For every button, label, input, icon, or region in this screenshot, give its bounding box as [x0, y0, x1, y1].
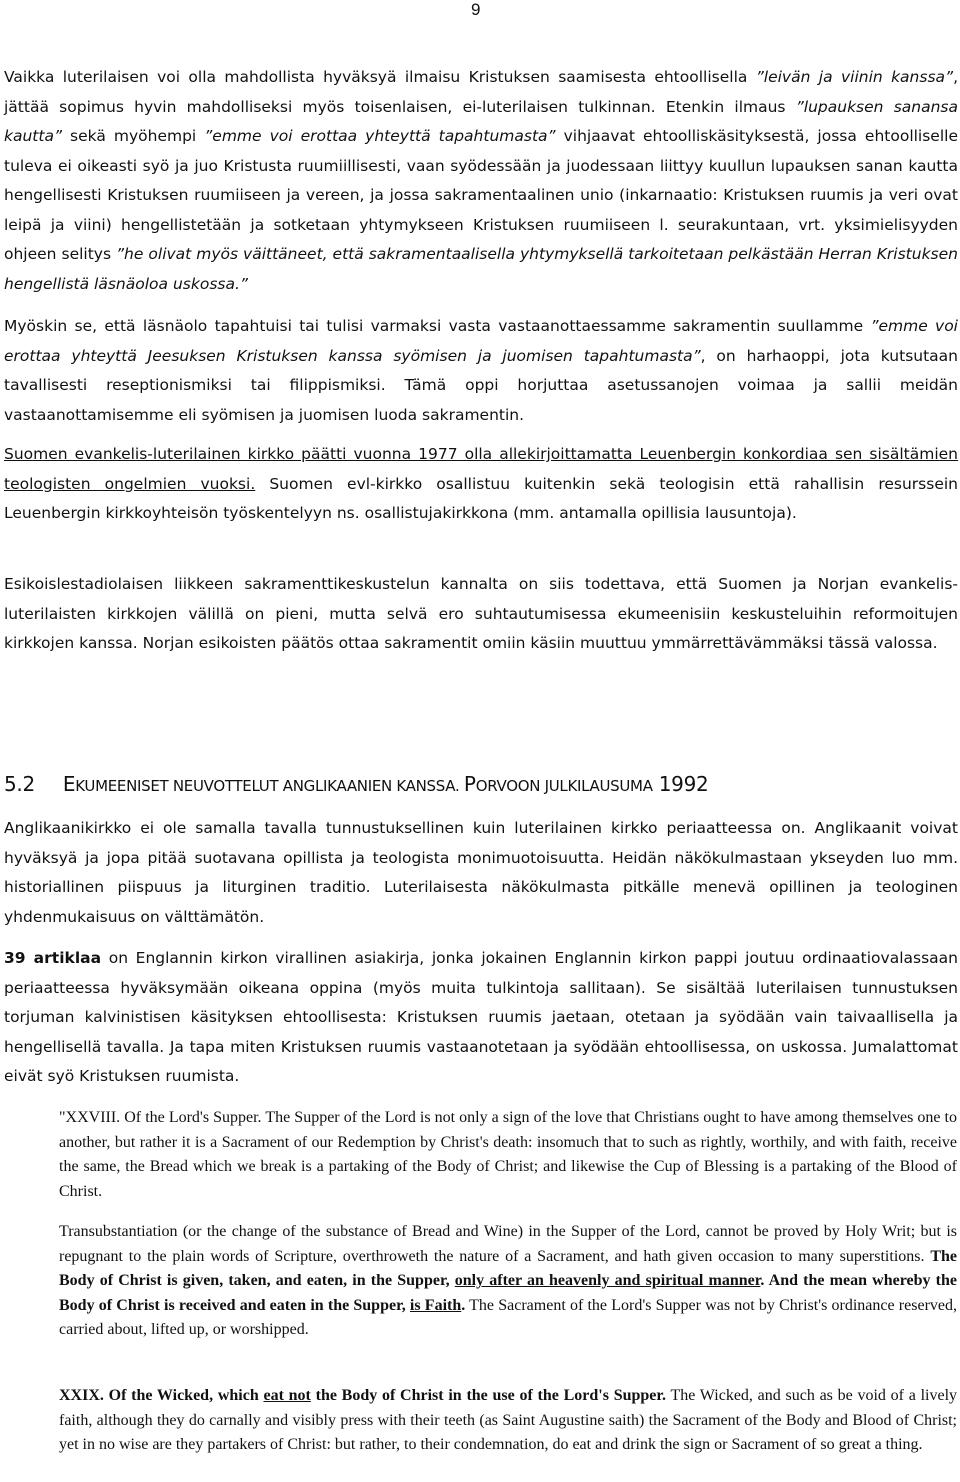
paragraph-agreement-interpretation: [4, 63, 958, 299]
quote-italic: ”emme voi erottaa yhteyttä tapahtumasta”: [204, 127, 556, 145]
bold-underlined-text: only after an heavenly and spiritual manner: [454, 1272, 761, 1289]
text: , on harhaoppi, jota kutsutaan tavallisesti reseptionismiksi tai filippismiksi. Tämä oppi horjuttaa asetussanojen voimaa ja sallii meidän vastaanottamisemme eli syömisen ja juomisen luoda sakramentin.: [4, 346, 958, 424]
paragraph-receptionism: [4, 312, 958, 430]
bold-text: The Body of Christ is given, taken, and eaten, in the Supper,: [59, 1247, 957, 1289]
text: sekä myöhempi: [61, 127, 205, 145]
heading-smallcaps: KUMEENISET NEUVOTTELUT ANGLIKAANIEN KANSSA: [75, 777, 455, 795]
section-heading: [4, 772, 708, 796]
page-number: 9: [471, 0, 481, 19]
heading-smallcaps: ORVOON JULKILAUSUMA: [475, 777, 653, 795]
text: The Sacrament of the Lord's Supper was not by Christ's ordinance reserved, carried about, lifted up, or worshipped.: [59, 1296, 957, 1338]
underlined-text: Suomen evankelis-luterilainen kirkko päätti vuonna 1977 olla allekirjoittamatta Leuenbergin konkordiaa sen sisältämien teologisten ongelmien vuoksi.: [4, 445, 958, 493]
bold-underlined-text: eat not: [263, 1387, 311, 1404]
quote-transubstantiation: [59, 1220, 957, 1343]
text: Vaikka luterilaisen voi olla mahdollista hyväksyä ilmaisu Kristuksen saamisesta ehtoollisella: [4, 68, 756, 86]
paragraph-anglican: [4, 814, 958, 932]
quote-italic: ”emme voi erottaa yhteyttä Jeesuksen Kristuksen kanssa syömisen ja juomisen tapahtumasta”: [4, 317, 958, 365]
section-number: 5.2: [4, 772, 35, 796]
quote-italic: ”he olivat myös väittäneet, että sakramentaalisella yhtymyksellä tarkoitetaan pelkästään Herran Kristuksen hengellistä läsnäoloa uskossa.”: [4, 245, 958, 293]
bold-text: .: [461, 1296, 466, 1314]
quote-italic: ”leivän ja viinin kanssa”: [755, 68, 954, 86]
paragraph-leuenberg: [4, 440, 958, 529]
paragraph-laestadian: [4, 570, 958, 659]
text: Anglikaanikirkko ei ole samalla tavalla tunnustuksellinen kuin luterilainen kirkko periaatteessa on. Anglikaanit voivat hyväksyä ja jopa pitää suotavana opillista ja teologista monimuotoisuutta. Heidän näkökulmastaan ykseyden luo mm. historiallinen piispuus ja liturginen traditio. Luterilaisesta näkökulmasta pitkälle menevä opillinen ja teologinen yhdenmukaisuus on välttämätön.: [4, 819, 958, 926]
text: Myöskin se, että läsnäolo tapahtuisi tai tulisi varmaksi vasta vastaanottaessamme sakramentin suullamme: [4, 317, 871, 335]
heading-letter: E: [62, 772, 76, 796]
bold-underlined-text: is Faith: [409, 1296, 462, 1314]
bold-text: . And the mean whereby the Body of Christ is received and eaten in the Supper,: [59, 1272, 957, 1314]
quote-article-28: [59, 1106, 957, 1204]
quote-article-29: [59, 1384, 957, 1458]
heading-dot: .: [454, 777, 464, 795]
quote-italic: ”lupauksen sanansa kautta”: [4, 97, 959, 145]
text: Esikoislestadiolaisen liikkeen sakramenttikeskustelun kannalta on siis todettava, että Suomen ja Norjan evankelis-luterilaisten kirkkojen välillä on pieni, mutta selvä ero suhtautumisessa ekumeenisiin keskusteluihin reformoitujen kirkkojen kanssa. Norjan esikoisten päätös ottaa sakramentit omiin käsiin muuttuu ymmärrettävämmäksi tässä valossa.: [4, 575, 958, 652]
text: Transubstantiation (or the change of the substance of Bread and Wine) in the Supper of the Lord, cannot be proved by Holy Writ; but is repugnant to the plain words of Scripture, overthroweth the nature of a Sacrament, and hath given occasion to many superstitions.: [59, 1223, 957, 1265]
text: The Wicked, and such as be void of a lively faith, although they do carnally and visibly press with their teeth (as Saint Augustine saith) the Sacrament of the Body and Blood of Christ; yet in no wise are they partakers of Christ: but rather, to their condemnation, do eat and drink the sign or Sacrament of so great a thing.: [59, 1387, 958, 1453]
text: on Englannin kirkon virallinen asiakirja, jonka jokainen Englannin kirkon pappi joutuu ordinaatiovalassaan periaatteessa hyväksymään oikeana oppina (myös muita tulkintoja sallitaan). Se sisältää luterilaisen tunnustuksen torjuman kalvinistisen käsityksen ehtoollisesta: Kristuksen ruumis jaetaan, otetaan ja syödään vain taivaallisella ja hengellisellä tavalla. Ja tapa miten Kristuksen ruumis vastaanotetaan ja syödään ehtoollisessa, on uskossa. Jumalattomat eivät syö Kristuksen ruumista.: [4, 949, 958, 1085]
heading-year: 1992: [652, 772, 709, 796]
text: Suomen evl-kirkko osallistuu kuitenkin sekä teologisin että rahallisin resurssein Leuenbergin kirkkoyhteisön työskentelyyn ns. osallistujakirkkona (mm. antamalla opillisia lausuntoja).: [4, 474, 958, 522]
heading-letter: P: [463, 772, 476, 796]
text: , jättää sopimus hyvin mahdolliseksi myös toisenlaisen, ei-luterilaisen tulkinnan. Etenkin ilmaus: [4, 68, 958, 116]
bold-text: XXIX. Of the Wicked, which: [59, 1387, 264, 1404]
bold-text: the Body of Christ in the use of the Lord's Supper.: [310, 1387, 667, 1404]
text: vihjaavat ehtoolliskäsityksestä, jossa ehtoolliselle tuleva ei oikeasti syö ja juo Kristusta ruumiillisesti, vaan syödessään ja juodessaan liittyy kuullun lupauksen sanan kautta hengellisesti Kristuksen ruumiiseen ja vereen, ja jossa sakramentaalinen unio (inkarnaatio: Kristuksen ruumis ja veri ovat leipä ja viini) hengellistetään ja sotketaan yhtymykseen Kristuksen ruumiiseen l. seurakuntaan, vrt. yksimielisyyden ohjeen selitys: [4, 127, 958, 263]
text: "XXVIII. Of the Lord's Supper. The Supper of the Lord is not only a sign of the love that Christians ought to have among themselves one to another, but rather it is a Sacrament of our Redemption by Christ's death: insomuch that to such as rightly, worthily, and with faith, receive the same, the Bread which we break is a partaking of the Body of Christ; and likewise the Cup of Blessing is a partaking of the Blood of Christ.: [59, 1109, 957, 1200]
bold-text: 39 artiklaa: [4, 949, 102, 967]
paragraph-39-articles: [4, 944, 958, 1092]
